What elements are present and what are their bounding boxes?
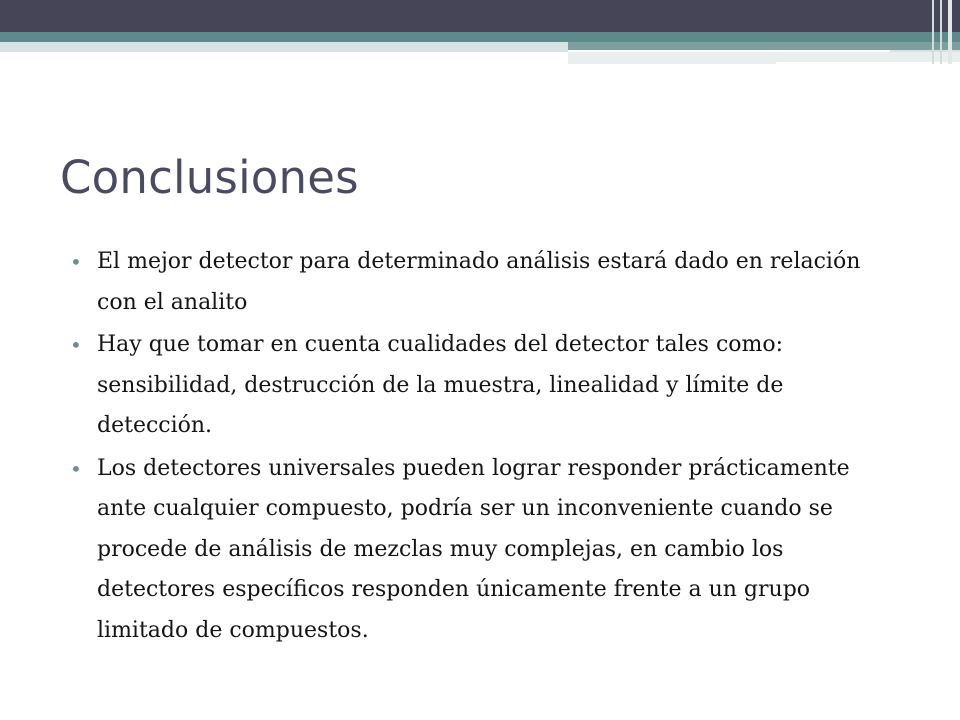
top-right-edge-stripes [928,0,960,64]
bullet-item [70,325,900,447]
bullet-dot-icon: • [70,250,82,274]
top-banner-dark [0,0,960,32]
bullet-dot-icon: • [70,333,82,357]
bullet-dot-icon: • [70,456,82,481]
bullet-item [70,242,900,323]
top-banner-teal-stripe [0,32,960,42]
bullet-list [70,242,900,653]
top-banner-accent-stripe [568,42,960,50]
bullet-text: El mejor detector para determinado análisis estará dado en relación con el analito [97,249,861,315]
bullet-text: Los detectores universales pueden lograr responder prácticamente ante cualquier compuesto, podría ser un inconveniente cuando se procede de análisis de mezclas muy complejas, en cambio los detectores específicos responden únicamente frente a un grupo limitado de compuestos. [97,455,850,643]
slide-title: Conclusiones [60,151,359,204]
bullet-item [70,449,900,652]
bullet-text: Hay que tomar en cuenta cualidades del detector tales como: sensibilidad, destrucción de la muestra, linealidad y límite de detección. [97,332,784,438]
